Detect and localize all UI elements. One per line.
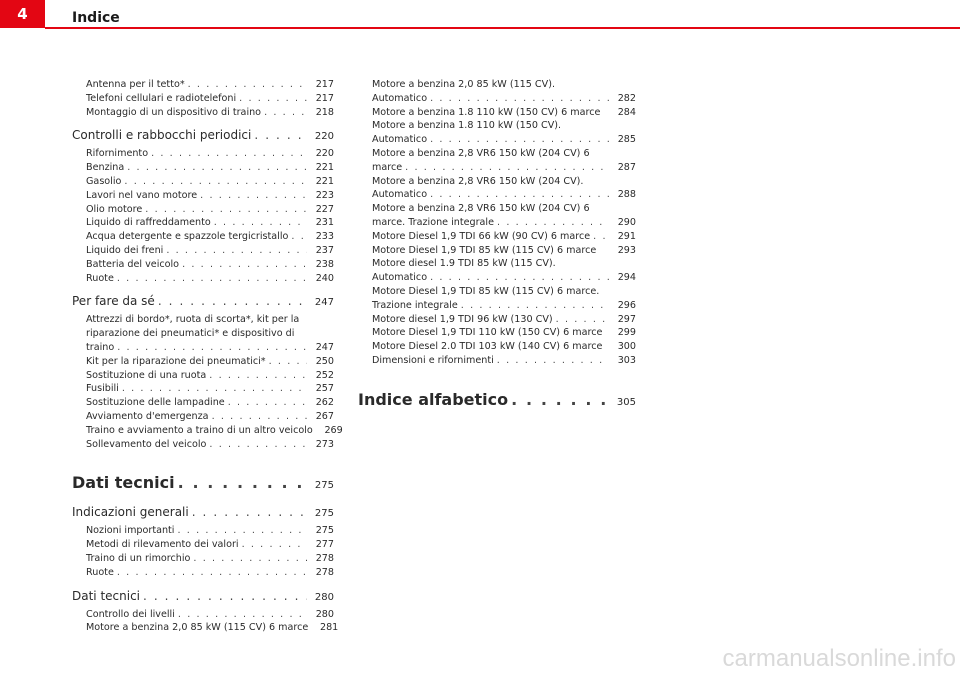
leader-dots bbox=[405, 161, 609, 175]
toc-entry-title: Dati tecnici bbox=[72, 588, 141, 603]
toc-page-number: 240 bbox=[315, 272, 334, 284]
toc-entry[interactable] bbox=[86, 244, 334, 258]
toc-entry-title: Avviamento d'emergenza bbox=[86, 410, 209, 422]
toc-entry-title: Controllo dei livelli bbox=[86, 608, 175, 620]
toc-entry-title: marce bbox=[372, 161, 403, 173]
leader-dots bbox=[556, 313, 609, 327]
toc-column-left bbox=[72, 78, 343, 635]
toc-page-number: 275 bbox=[315, 525, 334, 537]
toc-entry-title: Automatico bbox=[372, 134, 428, 146]
leader-dots bbox=[242, 538, 307, 552]
toc-entry-title: Olio motore bbox=[86, 203, 143, 215]
leader-dots bbox=[188, 78, 307, 92]
toc-page-number: 223 bbox=[315, 189, 334, 201]
toc-section[interactable] bbox=[72, 504, 334, 522]
toc-page-number: 269 bbox=[324, 424, 343, 436]
toc-entry-title-line: Motore a benzina 2,8 VR6 150 kW (204 CV) 6 bbox=[372, 203, 590, 215]
leader-dots bbox=[593, 230, 609, 244]
toc-page-number: 280 bbox=[314, 591, 334, 603]
toc-entry-title: Ruote bbox=[86, 272, 114, 284]
toc-entry-title: traino bbox=[86, 341, 115, 353]
leader-dots bbox=[430, 92, 609, 106]
leader-dots bbox=[497, 216, 609, 230]
leader-dots bbox=[239, 92, 307, 106]
toc-page-number: 282 bbox=[617, 92, 636, 104]
toc-page-number: 294 bbox=[617, 272, 636, 284]
toc-entry[interactable] bbox=[372, 230, 636, 244]
toc-entry[interactable] bbox=[86, 608, 334, 622]
toc-entry-title: Batteria del veicolo bbox=[86, 258, 180, 270]
toc-page-number: 221 bbox=[315, 162, 334, 174]
toc-entry-title-line: Motore a benzina 2,8 VR6 150 kW (204 CV). bbox=[372, 175, 584, 187]
toc-page-number: 252 bbox=[315, 369, 334, 381]
leader-dots bbox=[158, 293, 307, 309]
toc-page-number: 231 bbox=[315, 217, 334, 229]
toc-entry-title: marce. Trazione integrale bbox=[372, 216, 495, 228]
watermark: carmanualsonline.info bbox=[722, 645, 956, 672]
toc-entry-title-line: Motore diesel 1.9 TDI 85 kW (115 CV). bbox=[372, 258, 556, 270]
toc-chapter[interactable] bbox=[72, 473, 334, 496]
toc-entry[interactable] bbox=[86, 396, 334, 410]
toc-entry-title: Motore diesel 1,9 TDI 96 kW (130 CV) bbox=[372, 313, 553, 325]
leader-dots bbox=[264, 106, 307, 120]
toc-entry-title-line: Motore a benzina 2,8 VR6 150 kW (204 CV) 6 bbox=[372, 147, 590, 159]
toc-entry-title: Kit per la riparazione dei pneumatici* bbox=[86, 355, 266, 367]
toc-entry-title: Motore a benzina 1.8 110 kW (150 CV) 6 marce bbox=[372, 106, 601, 118]
toc-entry[interactable] bbox=[86, 552, 334, 566]
leader-dots bbox=[430, 271, 609, 285]
toc-entry-title: Antenna per il tetto* bbox=[86, 79, 185, 90]
toc-entry-title: Dati tecnici bbox=[72, 473, 175, 493]
toc-page-number: 281 bbox=[319, 622, 339, 634]
leader-dots bbox=[178, 608, 307, 622]
toc-page-number: 217 bbox=[315, 79, 334, 90]
toc-page-number: 250 bbox=[315, 355, 334, 367]
page-header bbox=[0, 0, 960, 30]
toc-entry-title: Lavori nel vano motore bbox=[86, 189, 198, 201]
toc-page-number: 288 bbox=[617, 189, 636, 201]
leader-dots bbox=[461, 299, 609, 313]
toc-page-number: 267 bbox=[315, 410, 334, 422]
toc-entry[interactable] bbox=[372, 106, 636, 120]
leader-dots bbox=[511, 390, 609, 410]
toc-entry-title: Montaggio di un dispositivo di traino bbox=[86, 106, 262, 118]
leader-dots bbox=[117, 566, 307, 580]
toc-page-number: 217 bbox=[315, 92, 334, 104]
toc-entry-title: Traino di un rimorchio bbox=[86, 552, 191, 564]
leader-dots bbox=[117, 341, 307, 355]
toc-entry[interactable] bbox=[372, 257, 636, 285]
toc-entry-title: Sollevamento del veicolo bbox=[86, 438, 207, 450]
toc-page-number: 303 bbox=[617, 354, 636, 366]
toc-entry-title: Automatico bbox=[372, 92, 428, 104]
toc-entry[interactable] bbox=[86, 147, 334, 161]
leader-dots bbox=[430, 188, 609, 202]
toc-entry[interactable] bbox=[86, 175, 334, 189]
toc-entry[interactable] bbox=[372, 175, 636, 203]
toc-page-number: 291 bbox=[617, 230, 636, 242]
toc-page-number: 277 bbox=[315, 539, 334, 551]
toc-entry[interactable] bbox=[86, 78, 334, 92]
toc-entry-title: Metodi di rilevamento dei valori bbox=[86, 539, 239, 551]
toc-page-number: 262 bbox=[315, 397, 334, 409]
toc-entry-title: Automatico bbox=[372, 189, 428, 201]
toc-entry[interactable] bbox=[372, 313, 636, 327]
toc-entry[interactable] bbox=[86, 272, 334, 286]
toc-page-number: 233 bbox=[315, 231, 334, 243]
toc-page-number: 275 bbox=[314, 480, 334, 492]
leader-dots bbox=[254, 127, 307, 143]
toc-entry-title: Motore Diesel 1,9 TDI 66 kW (90 CV) 6 marce bbox=[372, 230, 591, 242]
toc-page-number: 221 bbox=[315, 175, 334, 187]
toc-entry[interactable] bbox=[372, 354, 636, 368]
toc-entry[interactable] bbox=[86, 203, 334, 217]
toc-page-number: 293 bbox=[617, 244, 636, 256]
toc-entry-title: Indicazioni generali bbox=[72, 505, 189, 520]
toc-entry-title: Liquido dei freni bbox=[86, 244, 164, 256]
toc-page-number: 257 bbox=[315, 383, 334, 395]
toc-entry[interactable] bbox=[86, 161, 334, 175]
toc-entry-title-line: Motore a benzina 2,0 85 kW (115 CV). bbox=[372, 79, 555, 90]
toc-entry[interactable] bbox=[86, 216, 334, 230]
toc-page-number: 287 bbox=[617, 161, 636, 173]
toc-entry[interactable] bbox=[86, 438, 334, 452]
toc-entry-title: Indice alfabetico bbox=[358, 389, 509, 409]
toc-chapter[interactable] bbox=[358, 390, 636, 413]
toc-entry-title: Ruote bbox=[86, 566, 114, 578]
toc-entry-title: Dimensioni e rifornimenti bbox=[372, 354, 494, 366]
leader-dots bbox=[291, 230, 307, 244]
toc-entry[interactable] bbox=[86, 258, 334, 272]
toc-entry[interactable] bbox=[86, 538, 334, 552]
header-divider bbox=[45, 27, 960, 29]
toc-entry-title-line: riparazione dei pneumatici* e dispositivo di bbox=[86, 328, 295, 340]
toc-column-right bbox=[358, 78, 636, 419]
toc-entry-title-line: Attrezzi di bordo*, ruota di scorta*, kit per la bbox=[86, 314, 300, 326]
toc-entry-title: Motore Diesel 2.0 TDI 103 kW (140 CV) 6 marce bbox=[372, 341, 603, 353]
toc-entry-title: Telefoni cellulari e radiotelefoni bbox=[86, 92, 237, 104]
leader-dots bbox=[124, 175, 307, 189]
toc-entry-title: Sostituzione di una ruota bbox=[86, 369, 207, 381]
toc-entry-title: Nozioni importanti bbox=[86, 525, 175, 537]
leader-dots bbox=[214, 216, 307, 230]
toc-entry-title: Acqua detergente e spazzole tergicristallo bbox=[86, 231, 289, 243]
leader-dots bbox=[143, 588, 307, 604]
toc-entry[interactable] bbox=[372, 244, 636, 258]
toc-entry[interactable] bbox=[86, 524, 334, 538]
toc-entry[interactable] bbox=[86, 410, 334, 424]
toc-entry-title: Rifornimento bbox=[86, 148, 149, 160]
toc-entry[interactable] bbox=[86, 355, 334, 369]
toc-entry-title: Motore Diesel 1,9 TDI 85 kW (115 CV) 6 marce bbox=[372, 244, 597, 256]
toc-entry-title: Per fare da sé bbox=[72, 294, 155, 309]
toc-page-number: 220 bbox=[315, 148, 334, 160]
toc-page-number: 278 bbox=[315, 566, 334, 578]
toc-page-number: 218 bbox=[315, 106, 334, 118]
toc-entry[interactable] bbox=[86, 382, 334, 396]
toc-page-number: 220 bbox=[314, 131, 334, 143]
toc-page-number: 299 bbox=[617, 327, 636, 339]
toc-entry[interactable] bbox=[372, 119, 636, 147]
toc-section[interactable] bbox=[72, 588, 334, 606]
page-title: Indice bbox=[72, 10, 120, 26]
leader-dots bbox=[166, 244, 307, 258]
toc-entry-title: Gasolio bbox=[86, 175, 122, 187]
toc-entry[interactable] bbox=[372, 326, 636, 340]
toc-section[interactable] bbox=[72, 293, 334, 311]
toc-page-number: 285 bbox=[617, 134, 636, 146]
toc-entry-title-line: Motore a benzina 1.8 110 kW (150 CV). bbox=[372, 120, 562, 132]
toc-entry[interactable] bbox=[372, 147, 636, 175]
toc-entry-title: Sostituzione delle lampadine bbox=[86, 397, 225, 409]
toc-page-number: 297 bbox=[617, 313, 636, 325]
toc-entry[interactable] bbox=[86, 106, 334, 120]
toc-page-number: 280 bbox=[315, 608, 334, 620]
toc-page-number: 237 bbox=[315, 244, 334, 256]
page-number: 4 bbox=[0, 0, 45, 28]
toc-section[interactable] bbox=[72, 127, 334, 145]
leader-dots bbox=[430, 133, 609, 147]
toc-page-number: 227 bbox=[315, 203, 334, 215]
leader-dots bbox=[177, 524, 307, 538]
leader-dots bbox=[228, 396, 307, 410]
toc-page-number: 238 bbox=[315, 258, 334, 270]
toc-entry-title: Trazione integrale bbox=[372, 299, 458, 311]
leader-dots bbox=[209, 369, 307, 383]
toc-page-number: 296 bbox=[617, 299, 636, 311]
leader-dots bbox=[127, 161, 307, 175]
leader-dots bbox=[192, 504, 307, 520]
leader-dots bbox=[117, 272, 307, 286]
toc-page-number: 284 bbox=[617, 106, 636, 118]
toc-entry[interactable] bbox=[86, 189, 334, 203]
toc-page-number: 247 bbox=[314, 297, 334, 309]
toc-entry[interactable] bbox=[86, 369, 334, 383]
toc-entry[interactable] bbox=[86, 313, 334, 354]
leader-dots bbox=[151, 147, 307, 161]
toc-entry-title: Motore Diesel 1,9 TDI 110 kW (150 CV) 6 marce bbox=[372, 327, 603, 339]
toc-entry[interactable] bbox=[86, 621, 339, 635]
toc-entry-title: Traino e avviamento a traino di un altro veicolo bbox=[86, 424, 313, 436]
toc-entry[interactable] bbox=[372, 202, 636, 230]
leader-dots bbox=[209, 438, 307, 452]
toc-entry[interactable] bbox=[86, 230, 334, 244]
toc-page-number: 275 bbox=[314, 508, 334, 520]
toc-entry-title: Automatico bbox=[372, 272, 428, 284]
toc-entry[interactable] bbox=[86, 424, 343, 438]
leader-dots bbox=[122, 382, 307, 396]
toc-entry-title: Benzina bbox=[86, 162, 125, 174]
toc-entry-title: Motore a benzina 2,0 85 kW (115 CV) 6 marce bbox=[86, 622, 309, 634]
toc-page-number: 290 bbox=[617, 216, 636, 228]
toc-entry[interactable] bbox=[86, 92, 334, 106]
leader-dots bbox=[182, 258, 307, 272]
toc-page-number: 278 bbox=[315, 552, 334, 564]
toc-entry-title: Fusibili bbox=[86, 383, 119, 395]
leader-dots bbox=[193, 552, 307, 566]
toc-entry-title-line: Motore Diesel 1,9 TDI 85 kW (115 CV) 6 marce. bbox=[372, 285, 600, 297]
toc-entry[interactable] bbox=[372, 78, 636, 106]
toc-page-number: 273 bbox=[315, 438, 334, 450]
toc-page-number: 247 bbox=[315, 341, 334, 353]
toc-page-number: 305 bbox=[616, 396, 636, 408]
toc-entry[interactable] bbox=[372, 340, 636, 354]
leader-dots bbox=[145, 203, 307, 217]
leader-dots bbox=[212, 410, 307, 424]
leader-dots bbox=[200, 189, 307, 203]
toc-entry[interactable] bbox=[86, 566, 334, 580]
toc-entry-title: Liquido di raffreddamento bbox=[86, 217, 211, 229]
toc-entry-title: Controlli e rabbocchi periodici bbox=[72, 128, 252, 143]
toc-entry[interactable] bbox=[372, 285, 636, 313]
toc-page-number: 300 bbox=[617, 341, 636, 353]
leader-dots bbox=[269, 355, 307, 369]
leader-dots bbox=[497, 354, 609, 368]
leader-dots bbox=[178, 473, 307, 493]
